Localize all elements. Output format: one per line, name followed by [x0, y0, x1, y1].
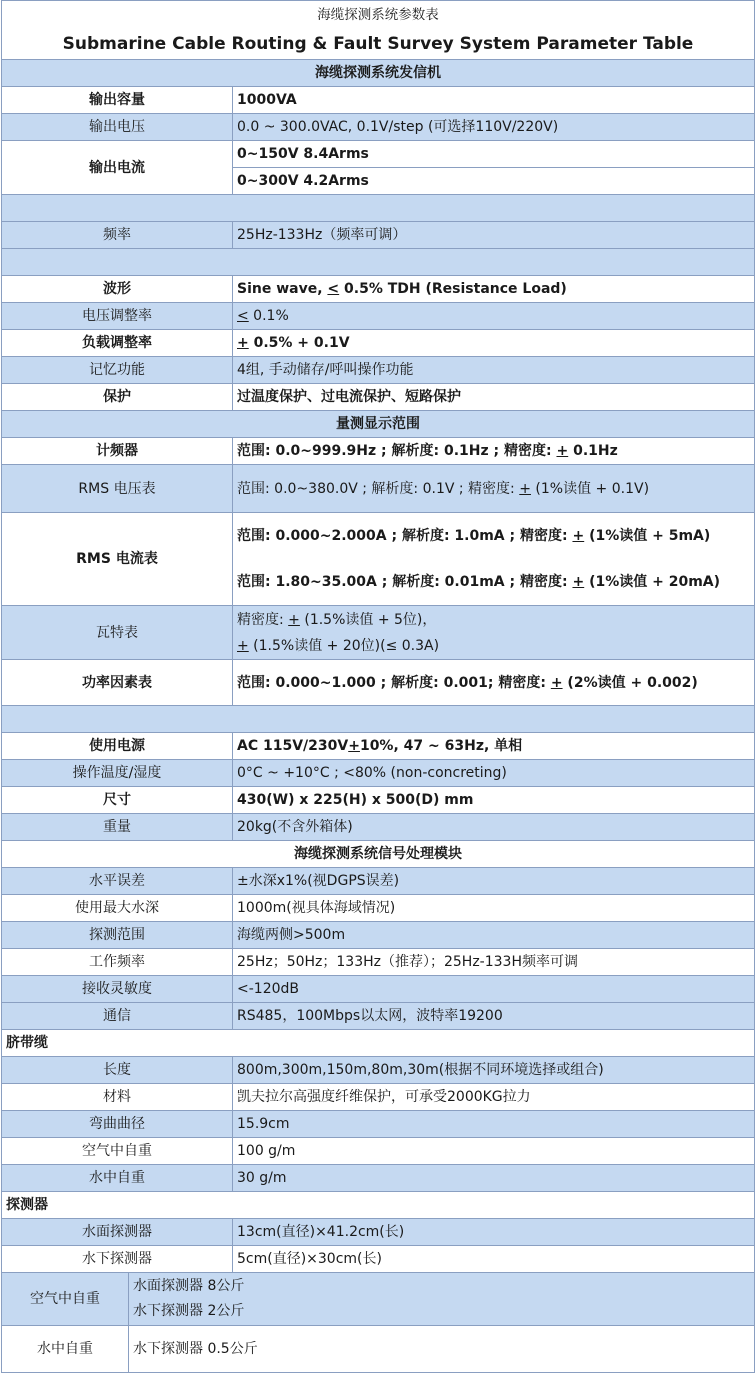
section-transmitter: 海缆探测系统发信机: [2, 60, 755, 87]
value-output-voltage: 0.0 ~ 300.0VAC, 0.1V/step (可选择110V/220V): [233, 114, 755, 141]
value-detector-row: 13cm(直径)×41.2cm(长): [233, 1219, 755, 1246]
label-output-voltage: 输出电压: [2, 114, 233, 141]
label-voltage-regulation: 电压调整率: [2, 303, 233, 330]
value-processor-row: 25Hz；50Hz；133Hz（推荐）；25Hz-133H频率可调: [233, 949, 755, 976]
value-temp-humidity: 0°C ~ +10°C ; <80% (non-concreting): [233, 760, 755, 787]
air-weight-line-1: 水面探测器 8公斤: [133, 1278, 245, 1294]
blank-row: [2, 706, 755, 733]
value-memory: 4组, 手动储存/呼叫操作功能: [233, 357, 755, 384]
label-dimensions: 尺寸: [2, 787, 233, 814]
label-memory: 记忆功能: [2, 357, 233, 384]
label-processor-row: 通信: [2, 1003, 233, 1030]
label-umbilical-row: 空气中自重: [2, 1138, 233, 1165]
section-measurement: 量测显示范围: [2, 411, 755, 438]
caption-en: Submarine Cable Routing & Fault Survey System Parameter Table: [2, 30, 755, 60]
value-freq-meter: 范围: 0.0~999.9Hz ; 解析度: 0.1Hz ; 精密度: + 0.1Hz: [233, 438, 755, 465]
caption-cn: 海缆探测系统参数表: [2, 1, 755, 30]
blank-row: [2, 195, 755, 222]
label-detector-water-weight: 水中自重: [2, 1326, 129, 1373]
value-rms-ammeter: [233, 513, 755, 606]
label-temp-humidity: 操作温度/湿度: [2, 760, 233, 787]
label-waveform: 波形: [2, 276, 233, 303]
wattmeter-line-2: + (1.5%读值 + 20位)(≤ 0.3A): [237, 637, 440, 654]
value-weight: 20kg(不含外箱体): [233, 814, 755, 841]
label-weight: 重量: [2, 814, 233, 841]
label-power-factor: 功率因素表: [2, 660, 233, 706]
label-processor-row: 使用最大水深: [2, 895, 233, 922]
value-processor-row: RS485，100Mbps以太网，波特率19200: [233, 1003, 755, 1030]
label-umbilical-row: 水中自重: [2, 1165, 233, 1192]
rms-ammeter-line-2: 范围: 1.80~35.00A ; 解析度: 0.01mA ; 精密度: + (1%读值 + 20mA): [237, 574, 721, 590]
wattmeter-line-1: 精密度: + (1.5%读值 + 5位)，: [237, 611, 437, 628]
label-umbilical-row: 弯曲曲径: [2, 1111, 233, 1138]
air-weight-line-2: 水下探测器 2公斤: [133, 1303, 245, 1319]
value-processor-row: ±水深x1%(视DGPS误差): [233, 868, 755, 895]
value-umbilical-row: 15.9cm: [233, 1111, 755, 1138]
label-processor-row: 工作频率: [2, 949, 233, 976]
label-detector-air-weight: 空气中自重: [2, 1273, 129, 1326]
value-voltage-regulation: < 0.1%: [233, 303, 755, 330]
value-output-capacity: 1000VA: [233, 87, 755, 114]
value-output-current-1: 0~150V 8.4Arms: [233, 141, 755, 168]
value-dimensions: 430(W) x 225(H) x 500(D) mm: [233, 787, 755, 814]
value-processor-row: <-120dB: [233, 976, 755, 1003]
label-processor-row: 水平误差: [2, 868, 233, 895]
value-waveform: Sine wave, < 0.5% TDH (Resistance Load): [233, 276, 755, 303]
label-detector-row: 水面探测器: [2, 1219, 233, 1246]
label-umbilical-row: 长度: [2, 1057, 233, 1084]
value-processor-row: 1000m(视具体海域情况): [233, 895, 755, 922]
rms-ammeter-line-1: 范围: 0.000~2.000A ; 解析度: 1.0mA ; 精密度: + (1%读值 + 5mA): [237, 528, 711, 544]
label-detector-row: 水下探测器: [2, 1246, 233, 1273]
value-umbilical-row: 100 g/m: [233, 1138, 755, 1165]
value-output-current-2: 0~300V 4.2Arms: [233, 168, 755, 195]
value-umbilical-row: 30 g/m: [233, 1165, 755, 1192]
label-output-current: 输出电流: [2, 141, 233, 195]
label-frequency: 频率: [2, 222, 233, 249]
label-freq-meter: 计频器: [2, 438, 233, 465]
value-umbilical-row: 800m,300m,150m,80m,30m(根据不同环境选择或组合): [233, 1057, 755, 1084]
label-output-capacity: 输出容量: [2, 87, 233, 114]
value-power-factor: 范围: 0.000~1.000 ; 解析度: 0.001; 精密度: + (2%读值 + 0.002): [233, 660, 755, 706]
label-load-regulation: 负载调整率: [2, 330, 233, 357]
value-processor-row: 海缆两侧>500m: [233, 922, 755, 949]
value-umbilical-row: 凯夫拉尔高强度纤维保护，可承受2000KG拉力: [233, 1084, 755, 1111]
label-rms-voltmeter: RMS 电压表: [2, 465, 233, 513]
section-umbilical: 脐带缆: [2, 1030, 755, 1057]
label-wattmeter: 瓦特表: [2, 606, 233, 660]
value-protection: 过温度保护、过电流保护、短路保护: [233, 384, 755, 411]
value-load-regulation: + 0.5% + 0.1V: [233, 330, 755, 357]
blank-row: [2, 249, 755, 276]
value-rms-voltmeter: 范围: 0.0~380.0V ; 解析度: 0.1V ; 精密度: + (1%读值 + 0.1V): [233, 465, 755, 513]
label-processor-row: 接收灵敏度: [2, 976, 233, 1003]
value-detector-water-weight: 水下探测器 0.5公斤: [129, 1326, 755, 1373]
label-rms-ammeter: RMS 电流表: [2, 513, 233, 606]
value-detector-air-weight: [129, 1273, 755, 1326]
label-power-supply: 使用电源: [2, 733, 233, 760]
label-umbilical-row: 材料: [2, 1084, 233, 1111]
parameter-table: [1, 0, 755, 1373]
value-power-supply: AC 115V/230V+10%, 47 ~ 63Hz, 单相: [233, 733, 755, 760]
label-protection: 保护: [2, 384, 233, 411]
value-frequency: 25Hz-133Hz（频率可调）: [233, 222, 755, 249]
value-wattmeter: [233, 606, 755, 660]
label-processor-row: 探测范围: [2, 922, 233, 949]
section-detector: 探测器: [2, 1192, 755, 1219]
section-processor: 海缆探测系统信号处理模块: [2, 841, 755, 868]
value-detector-row: 5cm(直径)×30cm(长): [233, 1246, 755, 1273]
